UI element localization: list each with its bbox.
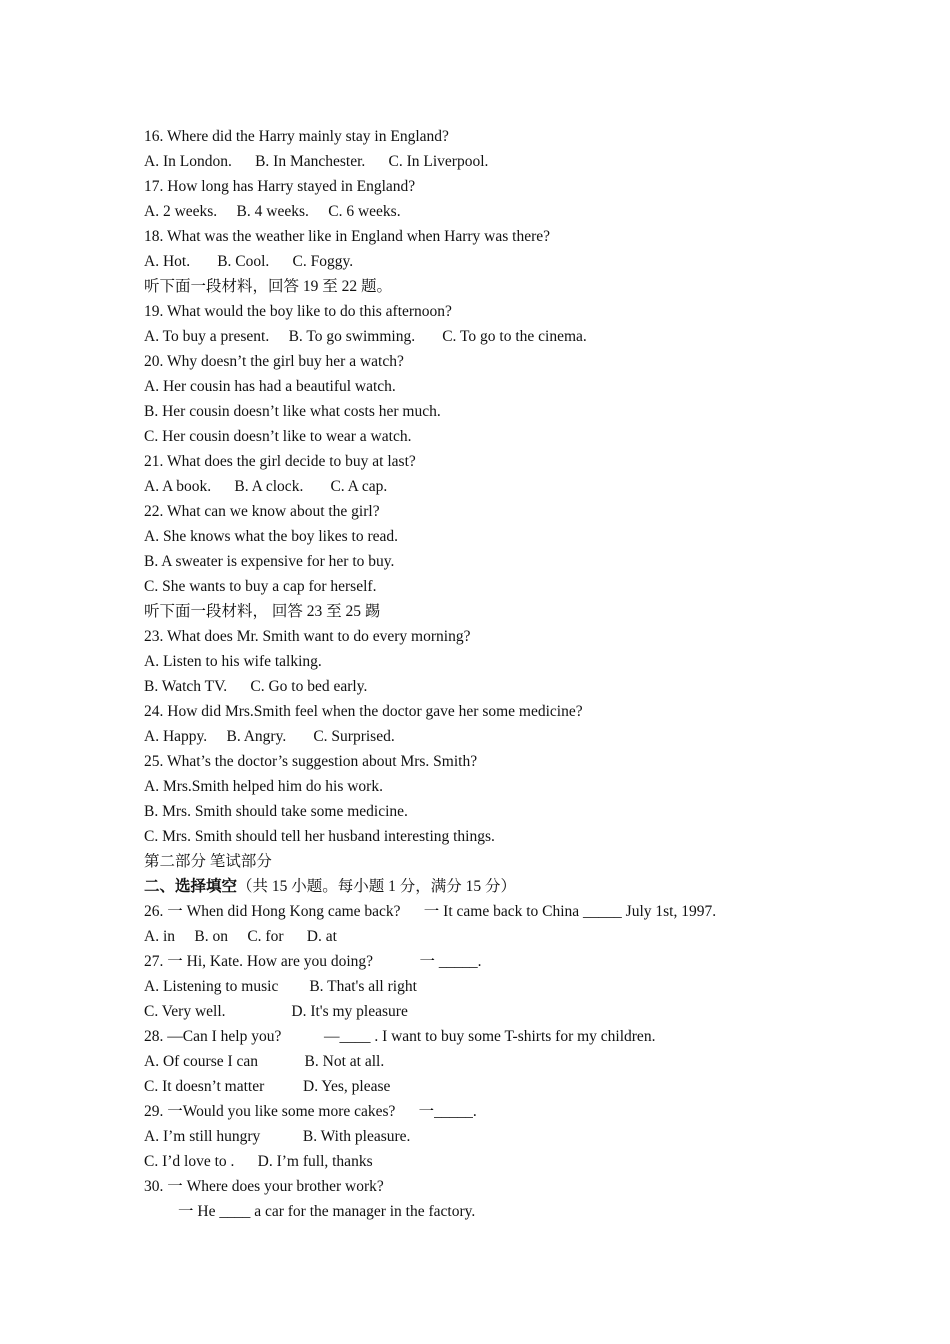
- question-line: 30. 一 Where does your brother work?: [144, 1178, 384, 1195]
- question-line: 19. What would the boy like to do this afternoon?: [144, 303, 452, 320]
- part-heading: 第二部分 笔试部分: [144, 853, 272, 870]
- section-instruction: 听下面一段材料， 回答 23 至 25 踢: [144, 603, 381, 620]
- options-line: C. It doesn’t matter D. Yes, please: [144, 1078, 391, 1095]
- option-line: A. Her cousin has had a beautiful watch.: [144, 378, 396, 395]
- section-instruction: 听下面一段材料，回答 19 至 22 题。: [144, 278, 393, 295]
- options-line: A. 2 weeks. B. 4 weeks. C. 6 weeks.: [144, 203, 401, 220]
- question-line: 29. 一Would you like some more cakes? 一_____.: [144, 1103, 477, 1120]
- options-line: A. I’m still hungry B. With pleasure.: [144, 1128, 411, 1145]
- options-line: A. Of course I can B. Not at all.: [144, 1053, 385, 1070]
- question-line: 23. What does Mr. Smith want to do every morning?: [144, 628, 471, 645]
- section-heading: [144, 874, 844, 899]
- question-line: 27. 一 Hi, Kate. How are you doing? 一 _____.: [144, 953, 482, 970]
- question-line: 20. Why doesn’t the girl buy her a watch?: [144, 353, 404, 370]
- options-line: A. Happy. B. Angry. C. Surprised.: [144, 728, 395, 745]
- question-line: 21. What does the girl decide to buy at last?: [144, 453, 416, 470]
- option-line: A. Mrs.Smith helped him do his work.: [144, 778, 383, 795]
- options-line: C. Very well. D. It's my pleasure: [144, 1003, 408, 1020]
- options-line: A. Listening to music B. That's all right: [144, 978, 417, 995]
- question-line: 22. What can we know about the girl?: [144, 503, 380, 520]
- exam-content: [144, 124, 844, 1224]
- option-line: B. Her cousin doesn’t like what costs her much.: [144, 403, 441, 420]
- question-line: 17. How long has Harry stayed in England?: [144, 178, 416, 195]
- question-line: 26. 一 When did Hong Kong came back? 一 It came back to China _____ July 1st, 1997.: [144, 903, 717, 920]
- options-line: A. Hot. B. Cool. C. Foggy.: [144, 253, 354, 270]
- option-line: B. Mrs. Smith should take some medicine.: [144, 803, 408, 820]
- section-heading-bold: 二、选择填空: [144, 878, 238, 895]
- question-line: 24. How did Mrs.Smith feel when the doctor gave her some medicine?: [144, 703, 583, 720]
- option-line: A. Listen to his wife talking.: [144, 653, 322, 670]
- options-line: B. Watch TV. C. Go to bed early.: [144, 678, 368, 695]
- options-line: A. A book. B. A clock. C. A cap.: [144, 478, 388, 495]
- section-heading-rest: （共 15 小题。每小题 1 分，满分 15 分）: [237, 878, 517, 895]
- option-line: C. She wants to buy a cap for herself.: [144, 578, 377, 595]
- question-line: 25. What’s the doctor’s suggestion about Mrs. Smith?: [144, 753, 478, 770]
- option-line: C. Mrs. Smith should tell her husband interesting things.: [144, 828, 495, 845]
- options-line: A. To buy a present. B. To go swimming. C. To go to the cinema.: [144, 328, 587, 345]
- option-line: A. She knows what the boy likes to read.: [144, 528, 398, 545]
- options-line: A. in B. on C. for D. at: [144, 928, 337, 945]
- question-line: 28. —Can I help you? —____ . I want to buy some T-shirts for my children.: [144, 1028, 656, 1045]
- options-line: C. I’d love to . D. I’m full, thanks: [144, 1153, 373, 1170]
- option-line: C. Her cousin doesn’t like to wear a watch.: [144, 428, 412, 445]
- question-line: 16. Where did the Harry mainly stay in England?: [144, 128, 449, 145]
- options-line: A. In London. B. In Manchester. C. In Liverpool.: [144, 153, 489, 170]
- question-line: 18. What was the weather like in England when Harry was there?: [144, 228, 551, 245]
- option-line: B. A sweater is expensive for her to buy.: [144, 553, 395, 570]
- question-reply-line: 一 He ____ a car for the manager in the factory.: [178, 1203, 476, 1220]
